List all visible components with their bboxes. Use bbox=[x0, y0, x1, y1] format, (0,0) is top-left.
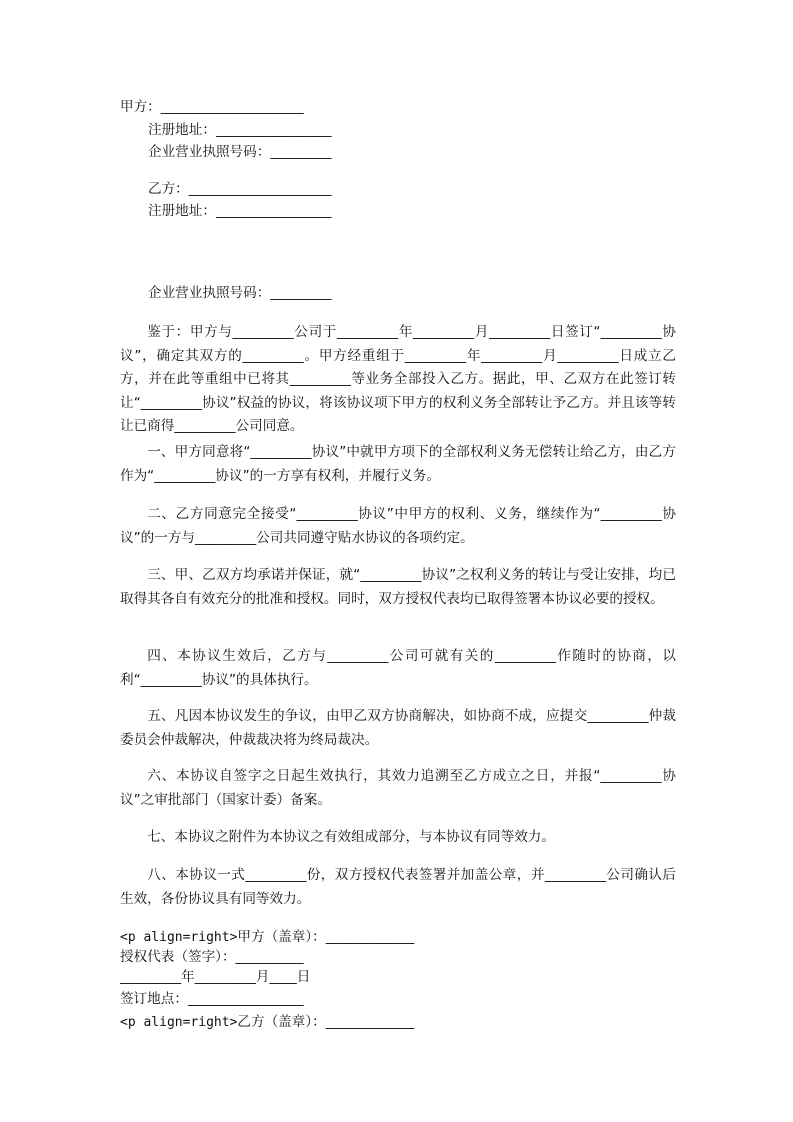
clause-6: 六、本协议自签字之日起生效执行，其效力追溯至乙方成立之日，并报“_________协议”之审批部门（国家计委）备案。 bbox=[120, 768, 676, 808]
clause-3: 三、甲、乙双方均承诺并保证，就“_________协议”之权利义务的转让与受让安排，均已取得其各自有效充分的批准和授权。同时，双方授权代表均已取得签署本协议必要的授权。 bbox=[120, 567, 676, 607]
recital-paragraph: 鉴于：甲方与_________公司于_________年_________月_________日签订“_________协议”，确定其双方的_________。甲方经重组于_________年_________月_________日成立乙方，并在此等重组中已将其_________等业务全部投入乙方。据此，甲、乙双方在此签订转让“_________协议”权益的协议，将该协议项下甲方的权利义务全部转让予乙方。并且该等转让已商得_________公司同意。 bbox=[120, 324, 676, 434]
clause-2: 二、乙方同意完全接受“_________协议”中甲方的权利、义务，继续作为“_________协议”的一方与_________公司共同遵守贴水协议的各项约定。 bbox=[120, 506, 676, 546]
authorized-rep: 授权代表（签字）：__________ bbox=[120, 949, 304, 965]
party-a-license: 企业营业执照号码：_________ bbox=[148, 144, 332, 160]
party-b-line: 乙方：_____________________ bbox=[148, 181, 332, 197]
signature-party-b bbox=[120, 1011, 676, 1034]
sign-date: _________年_________月____日 bbox=[120, 969, 311, 985]
clause-7: 七、本协议之附件为本协议之有效组成部分，与本协议有同等效力。 bbox=[147, 829, 555, 845]
party-a-seal: 甲方（盖章）：_____________ bbox=[237, 929, 415, 945]
html-tag-text: <p align=right> bbox=[120, 930, 238, 945]
party-a-address: 注册地址：_________________ bbox=[148, 122, 332, 138]
clause-8: 八、本协议一式_________份，双方授权代表签署并加盖公章，并_________公司确认后生效，各份协议具有同等效力。 bbox=[120, 867, 676, 907]
clause-5: 五、凡因本协议发生的争议，由甲乙双方协商解决，如协商不成，应提交_________仲裁委员会仲裁解决，仲裁裁决将为终局裁决。 bbox=[120, 708, 676, 748]
clause-4: 四、本协议生效后，乙方与_________公司可就有关的_________作随时的协商，以利“_________协议”的具体执行。 bbox=[120, 648, 676, 688]
clause-1: 一、甲方同意将“_________协议”中就甲方项下的全部权利义务无偿转让给乙方，由乙方作为“_________协议”的一方享有权利，并履行义务。 bbox=[120, 444, 676, 484]
party-b-seal: 乙方（盖章）：_____________ bbox=[237, 1014, 415, 1030]
party-b-address: 注册地址：_________________ bbox=[148, 203, 332, 219]
party-a-line: 甲方：_____________________ bbox=[120, 99, 304, 115]
party-b-license: 企业营业执照号码：_________ bbox=[148, 285, 332, 301]
html-tag-text: <p align=right> bbox=[120, 1015, 238, 1030]
sign-place: 签订地点：_________________ bbox=[120, 991, 304, 1007]
